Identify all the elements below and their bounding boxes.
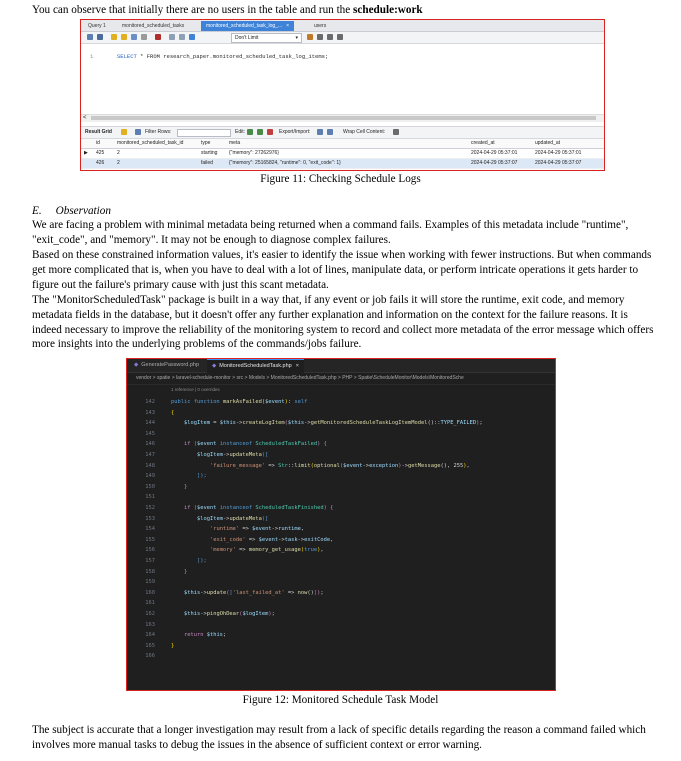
edit-row-icon[interactable]	[247, 129, 253, 135]
row-marker-icon: ▶	[84, 150, 88, 156]
code-line: 142 public function markAsFailed($event): self	[145, 399, 308, 405]
import-icon[interactable]	[327, 129, 333, 135]
workbench-screenshot	[80, 19, 605, 171]
code-line: 164 return $this;	[145, 632, 227, 639]
stop-icon[interactable]	[141, 34, 147, 40]
tab-monitored-scheduled-task[interactable]	[207, 359, 304, 373]
filter-rows-input[interactable]	[177, 129, 231, 137]
wrap-cell-icon[interactable]	[393, 129, 399, 135]
table-cell[interactable]: 2	[117, 160, 120, 166]
sql-editor[interactable]	[81, 44, 604, 114]
tab-users[interactable]: users	[314, 23, 327, 29]
table-cell[interactable]: failed	[201, 160, 213, 166]
result-table	[81, 139, 604, 169]
workbench-tab-bar	[81, 20, 604, 32]
tab-generate-password[interactable]	[129, 359, 204, 372]
code-line: 152 if ($event instanceof ScheduledTaskFinished) {	[145, 505, 334, 511]
wrap-icon[interactable]	[337, 34, 343, 40]
section-heading	[32, 204, 654, 219]
code-line: 165 }	[145, 642, 175, 649]
tab-label: GeneratePassword.php	[141, 362, 200, 368]
php-file-icon: ◆	[212, 363, 217, 369]
result-grid-toolbar	[81, 126, 604, 139]
code-line: 143 {	[145, 409, 175, 416]
limit-select[interactable]	[231, 33, 302, 43]
save-icon[interactable]	[97, 34, 103, 40]
table-cell[interactable]: {"memory": 25165824, "runtime": 0, "exit_code": 1}	[229, 160, 341, 166]
sql-toolbar	[81, 32, 604, 44]
open-file-icon[interactable]	[87, 34, 93, 40]
result-grid-label[interactable]: Result Grid	[85, 129, 112, 135]
delete-row-icon[interactable]	[267, 129, 273, 135]
php-file-icon: ◆	[134, 362, 139, 368]
tab-task-log-label: monitored_scheduled_task_log_...	[206, 23, 283, 29]
code-line: 151	[145, 494, 155, 501]
chevron-down-icon: ▾	[295, 35, 298, 41]
grid-icon[interactable]	[121, 129, 127, 135]
autocommit-icon[interactable]	[189, 34, 195, 40]
table-cell[interactable]: 2024-04-29 05:37:07	[471, 160, 518, 166]
toggle-error-icon[interactable]	[155, 34, 161, 40]
figure-12-caption: Figure 12: Monitored Schedule Task Model	[242, 694, 439, 706]
code-line: 161	[145, 600, 155, 607]
close-icon[interactable]: ×	[295, 363, 299, 369]
close-icon[interactable]: ×	[286, 23, 290, 29]
code-line: 146 if ($event instanceof ScheduledTaskFailed) {	[145, 441, 327, 448]
paragraph: The "MonitorScheduledTask" package is built in a way that, if any event or job fails it will store the runtime, exit code, and memory metadata fields in the database, but it doesn't offer any further explanation and information on the context for the failure reasons. It is indeed necessary to improve the reliability of the monitoring system to record and collect more metadata of the error message which offers more insights into the underlying problems of the commands/jobs failure.	[32, 294, 654, 351]
code-line: 158 }	[145, 568, 188, 575]
code-line: 159	[145, 579, 155, 586]
code-line: 144 $logItem = $this->createLogItem($this->getMonitoredScheduleTaskLogItemModel()::TYPE_FAILED);	[145, 420, 483, 427]
scrollbar-thumb[interactable]	[91, 116, 596, 120]
code-line: 155 'exit_code' => $event->task->exitCode,	[145, 536, 334, 543]
code-line: 166	[145, 653, 155, 660]
table-cell[interactable]: {"memory": 27262976}	[229, 150, 279, 156]
table-cell[interactable]: 2024-04-29 05:37:01	[535, 150, 582, 156]
sql-statement	[117, 53, 328, 60]
vscode-screenshot	[126, 358, 556, 691]
refresh-icon[interactable]	[135, 129, 141, 135]
sql-keyword: SELECT	[117, 53, 137, 60]
code-line: 154 'runtime' => $event->runtime,	[145, 526, 305, 533]
wrap-cell-label: Wrap Cell Content:	[343, 129, 386, 135]
code-line: 160 $this->update(['last_failed_at' => now()]);	[145, 589, 324, 596]
sql-rest: * FROM research_paper.monitored_scheduled_task_log_items;	[136, 53, 329, 60]
column-header[interactable]: monitored_scheduled_task_id	[117, 140, 184, 146]
table-cell[interactable]: starting	[201, 150, 218, 156]
tab-label: MonitoredScheduledTask.php	[219, 363, 292, 369]
code-line: 156 'memory' => memory_get_usage(true),	[145, 547, 324, 554]
intro-command: schedule:work	[353, 4, 423, 16]
code-line: 163	[145, 621, 155, 628]
tab-monitored-scheduled-tasks[interactable]: monitored_scheduled_tasks	[122, 23, 185, 29]
table-cell[interactable]: 425	[96, 150, 105, 156]
code-line: 153 $logItem->updateMeta([	[145, 515, 269, 522]
table-header	[81, 139, 604, 149]
rollback-icon[interactable]	[179, 34, 185, 40]
commit-icon[interactable]	[169, 34, 175, 40]
tab-query-1[interactable]: Query 1	[88, 23, 106, 29]
table-cell[interactable]: 2024-04-29 05:37:01	[471, 150, 518, 156]
table-cell[interactable]: 2024-04-29 05:37:07	[535, 160, 582, 166]
section-number: E.	[32, 205, 42, 217]
code-line: 162 $this->pingOhDear($logItem);	[145, 611, 275, 617]
editor-tab-bar	[127, 359, 555, 373]
table-row[interactable]	[81, 149, 604, 159]
section-title: Observation	[55, 205, 111, 217]
closing-paragraph: The subject is accurate that a longer investigation may result from a lack of specific details regarding the reason a command failed which involves more manual tasks to debug the issues in the absence of sufficient context or error warning.	[32, 724, 646, 751]
paragraph: We are facing a problem with minimal metadata being returned when a command fails. Examples of this metadata include "runtime", "exit_code", and "memory". It may not be enough to diagnose complex failures.	[32, 219, 629, 246]
explain-icon[interactable]	[131, 34, 137, 40]
table-cell[interactable]: 426	[96, 160, 105, 166]
filter-rows-label: Filter Rows:	[145, 129, 172, 135]
code-line: 145	[145, 430, 155, 437]
horizontal-scrollbar[interactable]	[81, 114, 604, 122]
invisible-chars-icon[interactable]	[327, 34, 333, 40]
code-line: 150 }	[145, 483, 188, 490]
code-line: 148 'failure_message' => Str::limit(optional($event->exception)->getMessage(), 255),	[145, 462, 470, 469]
line-number: 1	[90, 53, 94, 60]
intro-text	[32, 3, 654, 18]
code-line: 149 ]);	[145, 473, 207, 480]
column-header[interactable]: id	[96, 140, 100, 146]
execute-icon[interactable]	[111, 34, 117, 40]
code-editor[interactable]	[127, 397, 555, 690]
code-line: 147 $logItem->updateMeta([	[145, 452, 269, 458]
code-line: 157 ]);	[145, 558, 207, 564]
figure-11-caption: Figure 11: Checking Schedule Logs	[260, 173, 421, 185]
column-header[interactable]: created_at	[471, 140, 495, 146]
column-header[interactable]: type	[201, 140, 211, 146]
edit-label: Edit:	[235, 129, 246, 135]
intro-prefix: You can observe that initially there are no users in the table and run the	[32, 4, 354, 16]
tab-task-log[interactable]	[201, 21, 294, 31]
export-icon[interactable]	[317, 129, 323, 135]
breadcrumb[interactable]: vendor > spatie > laravel-schedule-monitor > src > Models > MonitoredScheduledTask.php > PHP > Spatie\ScheduleMonitor\Models\MonitoredSche	[127, 373, 555, 385]
code-lens[interactable]: 1 reference | 0 overrides	[171, 387, 220, 392]
add-row-icon[interactable]	[257, 129, 263, 135]
execute-line-icon[interactable]	[121, 34, 127, 40]
scroll-left-icon[interactable]: <	[83, 115, 87, 121]
export-import-label: Export/Import:	[279, 129, 311, 135]
table-row[interactable]	[81, 159, 604, 169]
paragraph: Based on these constrained information values, it's easier to identify the issue when working with fewer instructions. But when commands get more complicated that is, when you have to deal with a lot of lines, manipulate data, or perform intricate operations it gets harder to figure out the failure's primary cause with just this scant metadata.	[32, 249, 652, 291]
search-icon[interactable]	[317, 34, 323, 40]
column-header[interactable]: meta	[229, 140, 241, 146]
beautify-icon[interactable]	[307, 34, 313, 40]
limit-value: Don't Limit	[235, 35, 259, 41]
table-cell[interactable]: 2	[117, 150, 120, 156]
column-header[interactable]: updated_at	[535, 140, 561, 146]
